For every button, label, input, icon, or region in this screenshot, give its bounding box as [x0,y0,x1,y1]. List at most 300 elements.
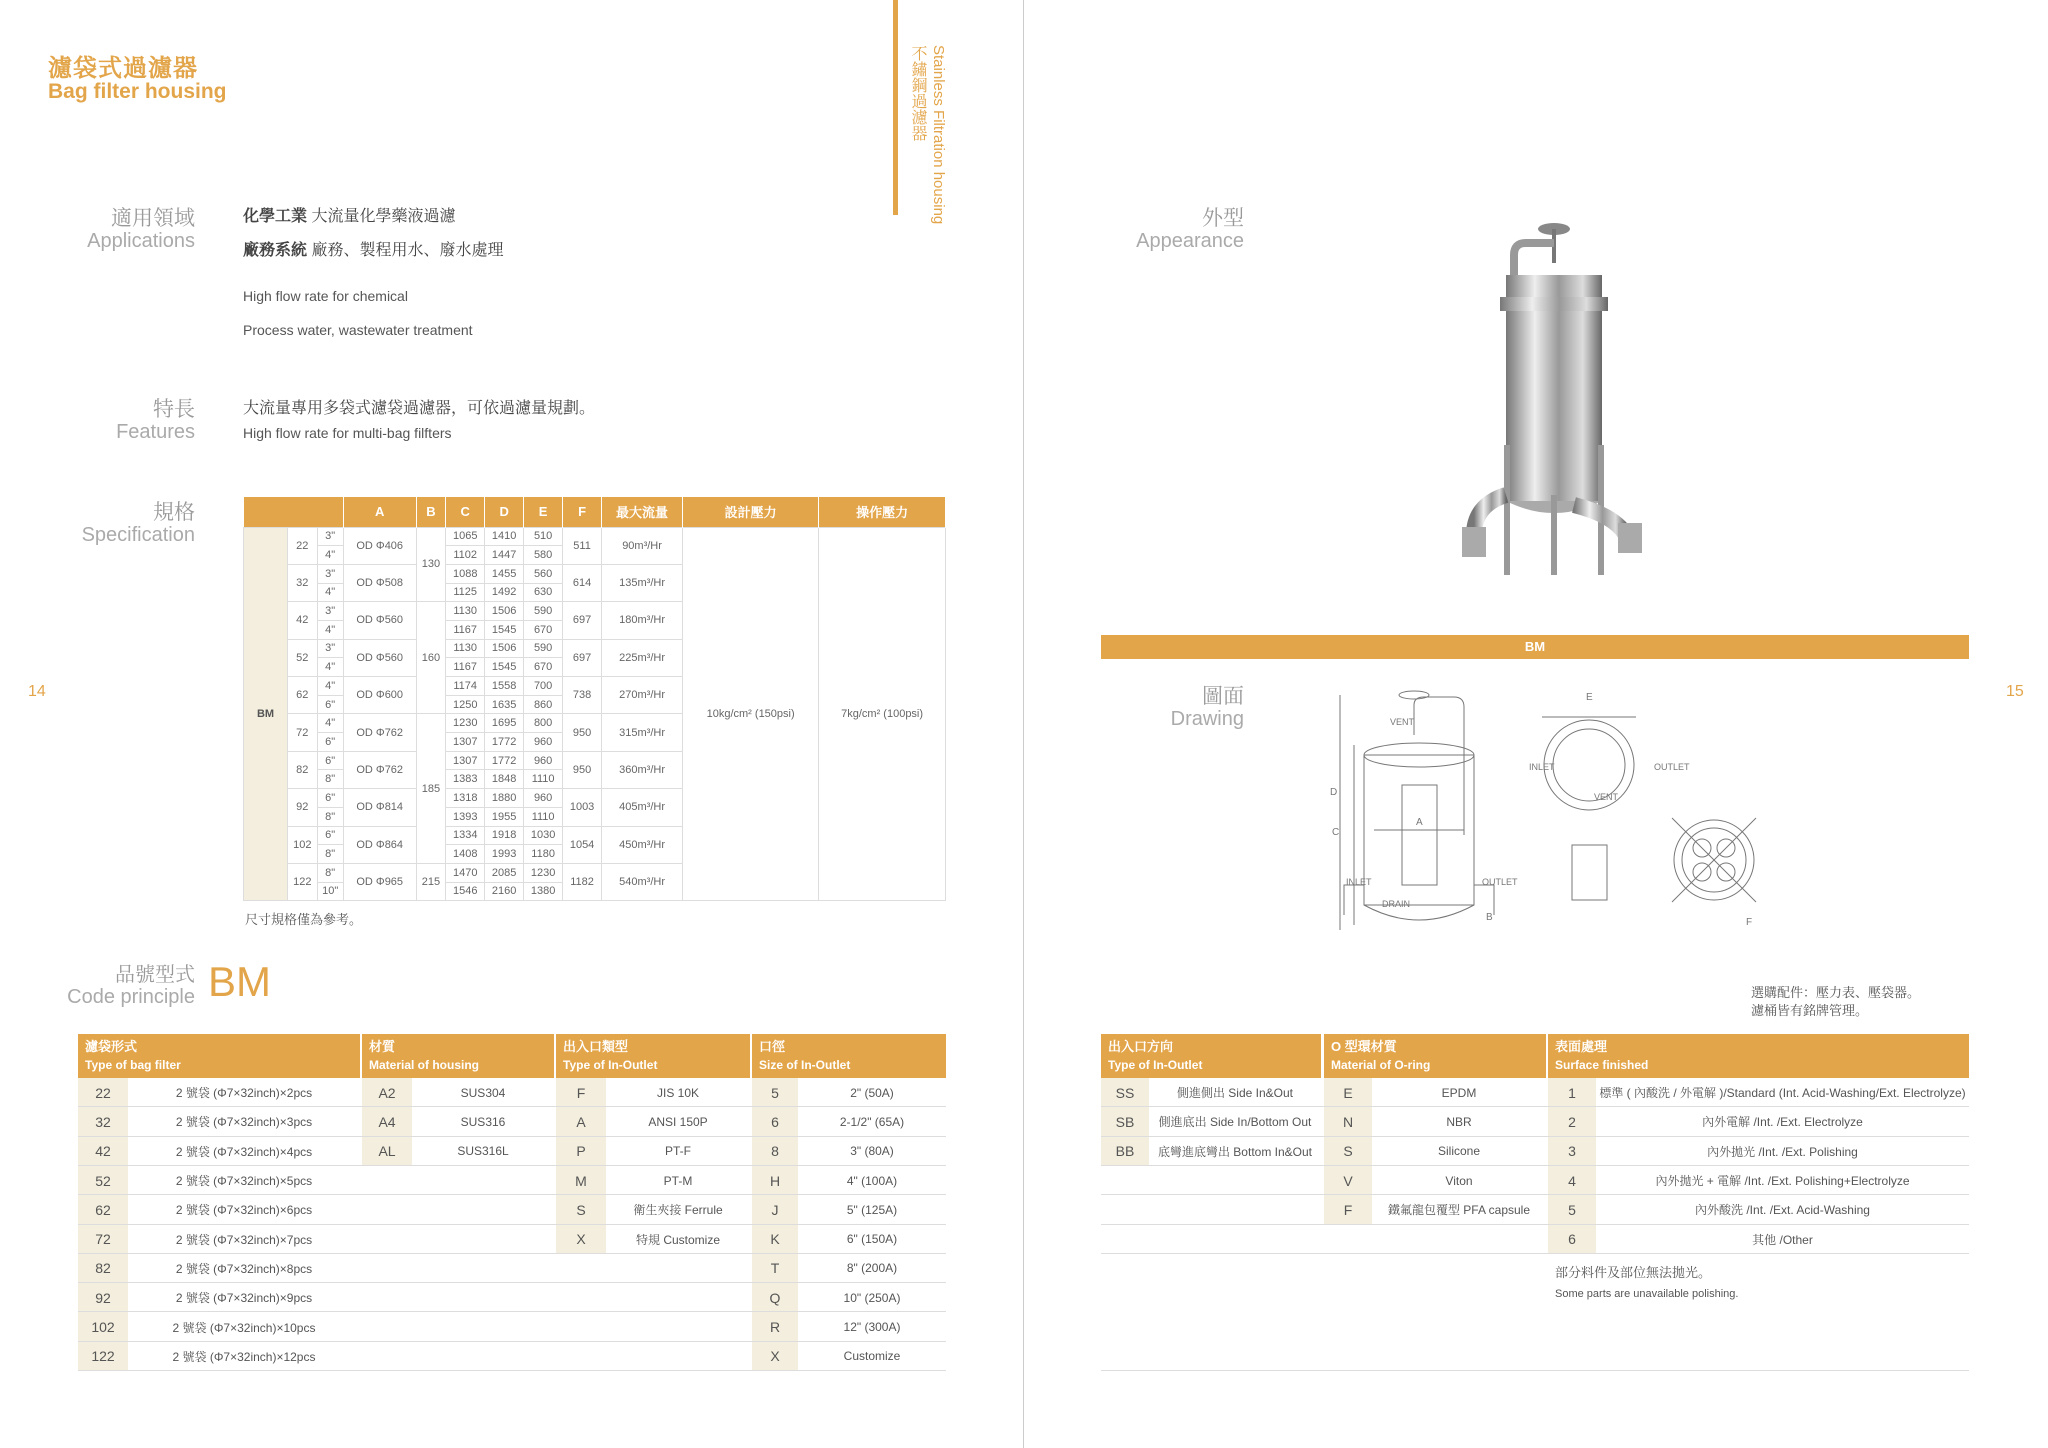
appearance-label-zh: 外型 [1202,207,1244,230]
inlet-size-row [752,1225,946,1254]
nameplate-note: 濾桶皆有銘牌管理。 [1751,1003,1869,1018]
spec-e: 960 [524,751,563,770]
spec-f: 950 [563,751,602,788]
inlet-size-desc: 2-1/2" (65A) [839,1114,905,1129]
inlet-type-code: M [556,1166,606,1195]
oring-code: V [1324,1166,1372,1195]
drawing-label: E [1586,692,1593,703]
surface-row [1548,1166,1969,1195]
oring-desc: 鐵氟龍包覆型 PFA capsule [1387,1203,1531,1218]
technical-drawing [1314,685,1794,935]
drawing-label-en: Drawing [1170,708,1244,730]
spec-size: 32 [288,564,318,601]
spec-d: 1410 [485,527,524,546]
spec-c: 1230 [446,714,485,733]
bag-type-row [78,1078,360,1107]
inlet-type-desc: PT-F [665,1144,691,1159]
inlet-type-code: X [556,1225,606,1254]
spec-f: 1182 [563,863,602,900]
spec-f: 738 [563,677,602,714]
bag-type-row [78,1225,360,1254]
material-code: AL [362,1137,412,1166]
code-label-zh: 品號型式 [115,964,195,986]
spec-d: 1880 [485,789,524,808]
spec-e: 670 [524,658,563,677]
bag-type-row [78,1312,360,1341]
spec-inlet: 6" [317,751,343,770]
spec-table [243,497,946,901]
direction-header-en: Type of In-Outlet [1108,1058,1203,1072]
inlet-size-code: Q [752,1283,798,1312]
spec-e: 1110 [524,807,563,826]
bag-type-desc: 2 號袋 (Φ7×32inch)×2pcs [175,1086,313,1101]
spec-inlet: 3" [317,564,343,583]
oring-desc: Silicone [1437,1144,1481,1159]
spec-model: BM [244,527,288,901]
spec-size: 92 [288,789,318,826]
spec-flow: 540m³/Hr [602,863,683,900]
bag-type-desc: 2 號袋 (Φ7×32inch)×9pcs [175,1291,313,1306]
spec-c: 1167 [446,620,485,639]
inlet-size-row [752,1078,946,1107]
oring-header-en: Material of O-ring [1331,1058,1431,1072]
bag-type-code: 62 [78,1195,128,1224]
bag-type-row [78,1137,360,1166]
spec-header-row [244,497,946,527]
spec-flow: 180m³/Hr [602,602,683,639]
material-header-en: Material of housing [369,1058,480,1072]
spec-d: 1545 [485,620,524,639]
inlet-size-code: 6 [752,1107,798,1136]
inlet-size-code: 8 [752,1137,798,1166]
spec-flow: 225m³/Hr [602,639,683,676]
spec-row [244,527,946,546]
surface-code: 5 [1548,1195,1596,1224]
bag-type-header-en: Type of bag filter [85,1058,181,1072]
spec-a: OD Φ762 [343,751,416,788]
material-code: A4 [362,1107,412,1136]
spec-flow: 270m³/Hr [602,677,683,714]
inlet-size-row [752,1342,946,1371]
surface-code: 2 [1548,1107,1596,1136]
spec-inlet: 8" [317,845,343,864]
material-desc: SUS316 [460,1114,506,1129]
spec-size: 122 [288,863,318,900]
drawing-label: VENT [1594,792,1619,802]
spec-inlet: 3" [317,639,343,658]
direction-header [1101,1034,1321,1078]
oring-code: E [1324,1078,1372,1107]
spec-header-5: F [563,497,602,527]
app-line1-text: 大流量化學藥液過濾 [311,208,456,225]
spec-b: 185 [416,714,446,864]
spec-size: 82 [288,751,318,788]
spec-c: 1102 [446,546,485,565]
bag-type-code: 52 [78,1166,128,1195]
spec-d: 1918 [485,826,524,845]
spec-e: 580 [524,546,563,565]
surface-code: 6 [1548,1225,1596,1254]
spec-inlet: 8" [317,863,343,882]
drawing-label: C [1332,827,1340,838]
spec-inlet: 6" [317,695,343,714]
spec-c: 1546 [446,882,485,901]
spec-c: 1174 [446,677,485,696]
oring-row [1324,1137,1546,1166]
spec-header-7: 設計壓力 [683,497,819,527]
spec-e: 1110 [524,770,563,789]
inlet-size-header-zh: 口徑 [759,1039,786,1054]
bm-bar: BM [1101,635,1969,659]
surface-desc: 其他 /Other [1752,1232,1813,1247]
spec-inlet: 4" [317,677,343,696]
applications-label-en: Applications [87,230,195,252]
spec-c: 1125 [446,583,485,602]
bag-type-code: 122 [78,1342,128,1371]
inlet-size-code: X [752,1342,798,1371]
inlet-size-desc: 5" (125A) [846,1202,898,1217]
inlet-type-row [556,1107,750,1136]
bag-type-code: 82 [78,1254,128,1283]
app-en1: High flow rate for chemical [243,288,408,304]
inlet-size-header-en: Size of In-Outlet [759,1058,851,1072]
spec-design-pressure: 10kg/cm² (150psi) [683,527,819,901]
bag-type-desc: 2 號袋 (Φ7×32inch)×7pcs [175,1232,313,1247]
spec-d: 1506 [485,602,524,621]
spec-inlet: 4" [317,658,343,677]
spec-flow: 360m³/Hr [602,751,683,788]
spec-b: 130 [416,527,446,602]
spec-note: 尺寸規格僅為參考。 [245,912,363,927]
spec-d: 1447 [485,546,524,565]
spec-a: OD Φ406 [343,527,416,564]
inlet-size-code: K [752,1225,798,1254]
spec-d: 1545 [485,658,524,677]
spec-e: 860 [524,695,563,714]
spec-e: 590 [524,639,563,658]
spec-header-3: D [485,497,524,527]
spec-header-6: 最大流量 [602,497,683,527]
material-header-zh: 材質 [369,1039,396,1054]
direction-desc: 側進底出 Side In/Bottom Out [1158,1115,1312,1130]
spec-e: 630 [524,583,563,602]
bag-type-row [78,1166,360,1195]
inlet-type-header-zh: 出入口類型 [563,1039,629,1054]
vertical-accent-bar [893,0,898,215]
spec-a: OD Φ600 [343,677,416,714]
bag-type-header [78,1034,360,1078]
inlet-size-desc: 10" (250A) [843,1290,901,1305]
app-line1-bold: 化學工業 [243,208,308,225]
spec-operating-pressure: 7kg/cm² (100psi) [819,527,946,901]
bag-type-desc: 2 號袋 (Φ7×32inch)×8pcs [175,1261,313,1276]
spec-c: 1318 [446,789,485,808]
spec-inlet: 4" [317,714,343,733]
spec-c: 1167 [446,658,485,677]
spec-inlet: 4" [317,546,343,565]
material-row [362,1107,554,1136]
inlet-size-code: J [752,1195,798,1224]
bag-type-desc: 2 號袋 (Φ7×32inch)×5pcs [175,1174,313,1189]
inlet-type-desc: 衛生夾接 Ferrule [633,1203,723,1218]
accessory-note: 選購配件：壓力表、壓袋器。 [1751,985,1921,1000]
spec-inlet: 8" [317,807,343,826]
spec-f: 950 [563,714,602,751]
inlet-type-header-en: Type of In-Outlet [563,1058,658,1072]
inlet-size-desc: 3" (80A) [850,1144,894,1159]
spec-d: 1455 [485,564,524,583]
spec-inlet: 8" [317,770,343,789]
surface-row [1548,1225,1969,1254]
spec-flow: 135m³/Hr [602,564,683,601]
spec-c: 1130 [446,639,485,658]
inlet-size-desc: Customize [843,1349,901,1364]
app-line2-text: 廠務、製程用水、廢水處理 [311,242,504,259]
spec-flow: 450m³/Hr [602,826,683,863]
bag-type-code: 42 [78,1137,128,1166]
spec-e: 670 [524,620,563,639]
spec-f: 511 [563,527,602,564]
features-label-en: Features [116,421,195,443]
inlet-size-row [752,1312,946,1341]
spec-d: 1506 [485,639,524,658]
spec-d: 2160 [485,882,524,901]
filter-housing-photo [1454,215,1654,590]
inlet-type-desc: 特規 Customize [635,1232,721,1247]
spec-label-zh: 規格 [153,501,195,524]
spec-c: 1470 [446,863,485,882]
material-row [362,1078,554,1107]
surface-row [1548,1137,1969,1166]
spec-flow: 315m³/Hr [602,714,683,751]
spec-inlet: 4" [317,620,343,639]
surface-row [1548,1195,1969,1224]
oring-header-zh: O 型環材質 [1331,1039,1397,1054]
inlet-type-row [556,1225,750,1254]
drawing-label: F [1746,917,1753,928]
inlet-size-desc: 8" (200A) [846,1261,898,1276]
code-row-divider [78,1370,946,1371]
inlet-size-code: 5 [752,1078,798,1107]
spec-inlet: 3" [317,527,343,546]
bag-type-desc: 2 號袋 (Φ7×32inch)×4pcs [175,1144,313,1159]
spec-header-4: E [524,497,563,527]
oring-row [1324,1107,1546,1136]
bag-type-row [78,1195,360,1224]
spec-inlet: 6" [317,826,343,845]
oring-header [1324,1034,1546,1078]
oring-desc: NBR [1446,1114,1472,1129]
spec-c: 1393 [446,807,485,826]
surface-code: 4 [1548,1166,1596,1195]
spec-d: 1558 [485,677,524,696]
app-line1 [243,203,455,226]
direction-code: SS [1101,1078,1149,1107]
code-row-divider [1101,1253,1969,1254]
spec-e: 1180 [524,845,563,864]
features-en: High flow rate for multi-bag filfters [243,425,452,441]
drawing-label-zh: 圖面 [1202,685,1244,708]
inlet-size-header [752,1034,946,1078]
spec-a: OD Φ508 [343,564,416,601]
spec-size: 62 [288,677,318,714]
code-label-en: Code principle [67,986,195,1008]
spec-b: 160 [416,602,446,714]
drawing-label: B [1486,912,1493,923]
title-zh: 濾袋式過濾器 [48,55,198,82]
bag-type-header-zh: 濾袋形式 [85,1039,138,1054]
surface-header-en: Surface finished [1555,1058,1649,1072]
drawing-label: INLET [1529,762,1555,772]
drawing-label: OUTLET [1654,762,1690,772]
surface-note-en: Some parts are unavailable polishing. [1555,1288,1739,1300]
app-line2-bold: 廠務系統 [243,242,308,259]
direction-row [1101,1137,1321,1166]
spec-d: 1772 [485,733,524,752]
features-label-zh: 特長 [153,398,195,421]
bag-type-desc: 2 號袋 (Φ7×32inch)×12pcs [172,1349,316,1364]
inlet-type-header [556,1034,750,1078]
bag-type-desc: 2 號袋 (Φ7×32inch)×10pcs [172,1320,316,1335]
spec-inlet: 6" [317,733,343,752]
surface-header-zh: 表面處理 [1555,1039,1608,1054]
bag-type-desc: 2 號袋 (Φ7×32inch)×3pcs [175,1115,313,1130]
appearance-label-en: Appearance [1136,230,1244,252]
drawing-label: INLET [1346,877,1372,887]
spec-f: 1054 [563,826,602,863]
direction-desc: 側進側出 Side In&Out [1176,1086,1294,1101]
spec-e: 800 [524,714,563,733]
spec-d: 1993 [485,845,524,864]
bag-type-row [78,1342,360,1371]
spec-c: 1383 [446,770,485,789]
bag-type-row [78,1254,360,1283]
spec-body [244,527,946,901]
spec-d: 1695 [485,714,524,733]
surface-note-zh: 部分料件及部位無法拋光。 [1555,1265,1712,1280]
spec-a: OD Φ814 [343,789,416,826]
inlet-type-code: S [556,1195,606,1224]
surface-desc: 內外酸洗 /Int. /Ext. Acid-Washing [1695,1203,1870,1218]
spec-d: 1772 [485,751,524,770]
surface-desc: 內外拋光 + 電解 /Int. /Ext. Polishing+Electrolyze [1655,1174,1910,1189]
page-number: 15 [2006,683,2024,700]
spec-flow: 90m³/Hr [602,527,683,564]
inlet-size-row [752,1137,946,1166]
surface-row [1548,1078,1969,1107]
oring-desc: Viton [1445,1173,1473,1188]
spec-c: 1088 [446,564,485,583]
applications-label-zh: 適用領域 [111,207,195,230]
spec-c: 1250 [446,695,485,714]
inlet-type-desc: PT-M [663,1173,693,1188]
inlet-type-desc: JIS 10K [656,1085,700,1100]
spec-f: 614 [563,564,602,601]
inlet-size-code: T [752,1254,798,1283]
oring-code: N [1324,1107,1372,1136]
spec-e: 1030 [524,826,563,845]
oring-code: S [1324,1137,1372,1166]
bag-type-desc: 2 號袋 (Φ7×32inch)×6pcs [175,1203,313,1218]
inlet-size-row [752,1254,946,1283]
surface-desc: 標準 ( 內酸洗 / 外電解 )/Standard (Int. Acid-Washing/Ext. Electrolyze) [1599,1086,1966,1101]
spec-b: 215 [416,863,446,900]
features-zh: 大流量專用多袋式濾袋過濾器，可依過濾量規劃。 [243,400,596,417]
bag-type-row [78,1107,360,1136]
spec-size: 52 [288,639,318,676]
bag-type-code: 22 [78,1078,128,1107]
spec-e: 1380 [524,882,563,901]
drawing-label: DRAIN [1382,899,1411,909]
spec-d: 1492 [485,583,524,602]
material-code: A2 [362,1078,412,1107]
inlet-type-row [556,1137,750,1166]
spec-a: OD Φ864 [343,826,416,863]
inlet-size-code: R [752,1312,798,1341]
direction-row [1101,1107,1321,1136]
spec-c: 1307 [446,751,485,770]
surface-header [1548,1034,1969,1078]
spec-label-en: Specification [81,524,195,546]
inlet-size-row [752,1283,946,1312]
spec-a: OD Φ560 [343,602,416,639]
inlet-size-desc: 6" (150A) [846,1232,898,1247]
drawing-label: D [1330,787,1338,798]
surface-code: 1 [1548,1078,1596,1107]
surface-desc: 內外電解 /Int. /Ext. Electrolyze [1702,1115,1863,1130]
spec-e: 700 [524,677,563,696]
spec-c: 1334 [446,826,485,845]
inlet-type-row [556,1078,750,1107]
spec-f: 697 [563,602,602,639]
spec-e: 960 [524,789,563,808]
direction-code: BB [1101,1137,1149,1166]
bag-type-code: 72 [78,1225,128,1254]
spec-size: 72 [288,714,318,751]
direction-row [1101,1078,1321,1107]
inlet-size-row [752,1166,946,1195]
inlet-type-code: F [556,1078,606,1107]
oring-row [1324,1166,1546,1195]
spec-e: 590 [524,602,563,621]
spec-d: 2085 [485,863,524,882]
drawing-label: VENT [1390,717,1415,727]
inlet-size-row [752,1107,946,1136]
spec-a: OD Φ965 [343,863,416,900]
inlet-type-code: A [556,1107,606,1136]
spec-e: 560 [524,564,563,583]
material-desc: SUS316L [457,1144,509,1159]
inlet-size-desc: 2" (50A) [850,1085,894,1100]
inlet-type-row [556,1166,750,1195]
inlet-size-desc: 4" (100A) [846,1173,898,1188]
spec-inlet: 6" [317,789,343,808]
spec-flow: 405m³/Hr [602,789,683,826]
spec-a: OD Φ560 [343,639,416,676]
page-number: 14 [28,683,46,700]
spec-inlet: 10" [317,882,343,901]
code-bm: BM [208,958,271,1005]
spec-c: 1307 [446,733,485,752]
oring-code: F [1324,1195,1372,1224]
inlet-size-row [752,1195,946,1224]
spec-size: 42 [288,602,318,639]
spec-header-2: C [446,497,485,527]
drawing-label: OUTLET [1482,877,1518,887]
inlet-type-code: P [556,1137,606,1166]
vertical-title-en: Stainless Filtration housing [930,45,947,225]
spec-d: 1635 [485,695,524,714]
